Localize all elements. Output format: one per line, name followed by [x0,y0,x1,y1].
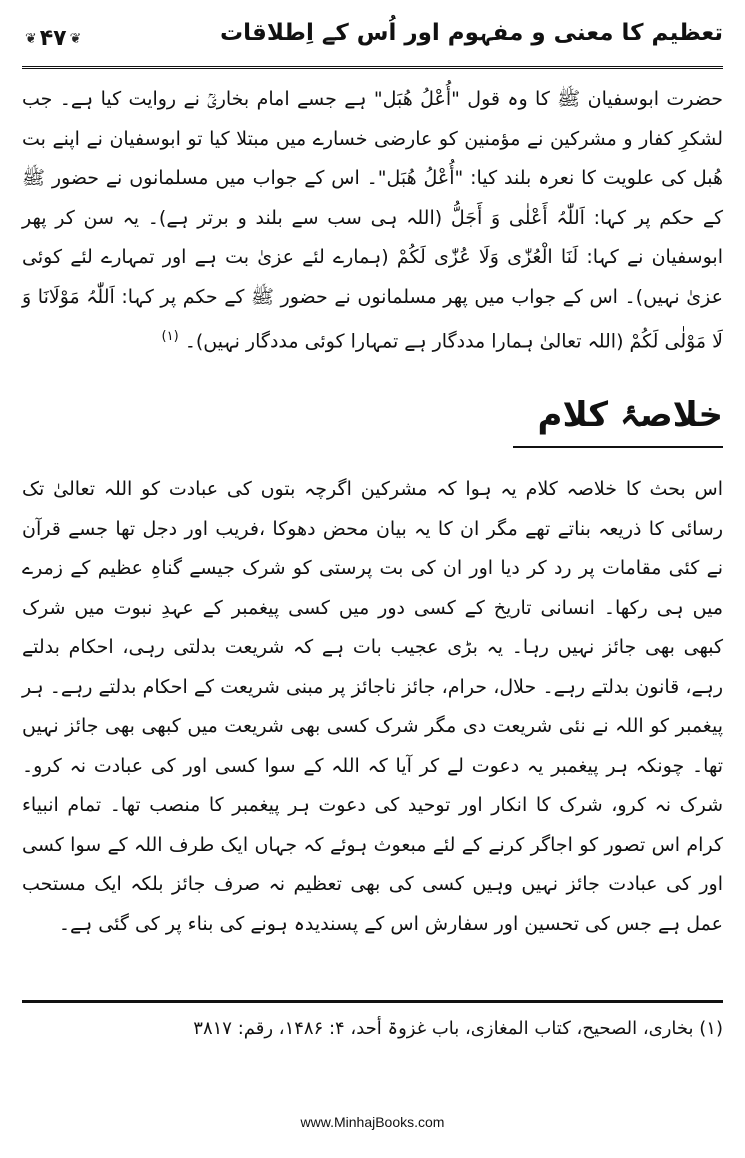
header-divider [22,66,723,69]
page-number-box [22,26,84,51]
footer-url[interactable]: www.MinhajBooks.com [300,1114,445,1130]
heading-underline [513,446,723,448]
flourish-right-icon: ❦ [69,30,82,47]
page-header [22,18,723,62]
running-title: تعظیم کا معنی و مفہوم اور اُس کے اِطلاقات [220,20,723,46]
paragraph-2: اس بحث کا خلاصہ کلام یہ ہوا کہ مشرکین اگرچہ بتوں کی عبادت کو اللہ تعالیٰ تک رسائی کا ذریعہ بناتے تھے مگر ان کا یہ بیان محض دھوکا ،فریب اور دجل تھا جسے قرآن نے کئی مقامات پر رد کر دیا اور ان کی بت پرستی کو شرک جیسے گناہِ عظیم کے زمرے میں ہی رکھا۔ انسانی تاریخ کے کسی دور میں کسی پیغمبر کے عہدِ نبوت میں شرک کبھی بھی جائز نہیں رہا۔ یہ بڑی عجیب بات ہے کہ شریعت بدلتی رہی، احکام بدلتے رہے، قانون بدلتے رہے۔ حلال، حرام، جائز ناجائز پر مبنی شریعت کے احکام بدلتے رہے۔ ہر پیغمبر کو اللہ نے نئی شریعت دی مگر شرک کسی بھی شریعت میں کبھی بھی جائز نہیں تھا۔ چونکہ ہر پیغمبر یہ دعوت لے کر آیا کہ اللہ کے سوا کسی اور کی عبادت نہ کرو۔ شرک نہ کرو، شرک کا انکار اور توحید کی دعوت ہر پیغمبر کا منصب تھا۔ تمام انبیاء کرام اس تصور کو اجاگر کرنے کے لئے مبعوث ہوئے کہ جہاں ایک طرف اللہ کے سوا کسی اور کی عبادت جائز نہیں وہیں کسی کی بھی تعظیم نہ صرف جائز بلکہ ایک مستحب عمل ہے جس کی تحسین اور سفارش اس کے پسندیدہ ہونے کی بناء پر کی گئی ہے۔ [22,478,723,935]
footnote-reference: (۱) [161,329,179,344]
page-number: ۴۷ [39,26,67,51]
section-heading: خلاصۂ کلام [537,395,723,435]
paragraph-1 [22,80,723,362]
paragraph-1-text: حضرت ابوسفیان ﷺ کا وہ قول "أُعْلُ هُبَل" ہے جسے امام بخاریؒ نے روایت کیا ہے۔ جب لشکرِ کفار و مشرکین نے مؤمنین کو عارضی خسارے میں مبتلا کیا تو ابوسفیان نے اپنے بت ھُبل کی علویت کا نعرہ بلند کیا: "أُعْلُ هُبَل"۔ اس کے جواب میں مسلمانوں نے حضور ﷺ کے حکم پر کہا: اَللّٰہُ أَعْلٰی وَ أَجَلُّ (اللہ ہی سب سے بلند و برتر ہے)۔ یہ سن کر پھر ابوسفیان نے کہا: لَنَا الْعُزّٰی وَلَا عُزّٰی لَکُمْ (ہمارے لئے عزیٰ بت ہے اور تمہارے لئے کوئی عزیٰ نہیں)۔ اس کے جواب میں پھر مسلمانوں نے حضور ﷺ کے حکم پر کہا: اَللّٰہُ مَوْلَانَا وَ لَا مَوْلٰی لَکُمْ (اللہ تعالیٰ ہمارا مددگار ہے تمہارا کوئی مددگار نہیں)۔ [22,88,723,353]
footnote-text: بخاری، الصحیح، کتاب المغازی، باب غزوۃ أحد، ۴: ۱۴۸۶، رقم: ۳۸۱۷ [193,1018,694,1039]
flourish-left-icon: ❦ [25,30,37,47]
footnote-divider [22,1000,723,1003]
footnote [23,1014,723,1044]
footnote-marker: (۱) [699,1018,723,1039]
